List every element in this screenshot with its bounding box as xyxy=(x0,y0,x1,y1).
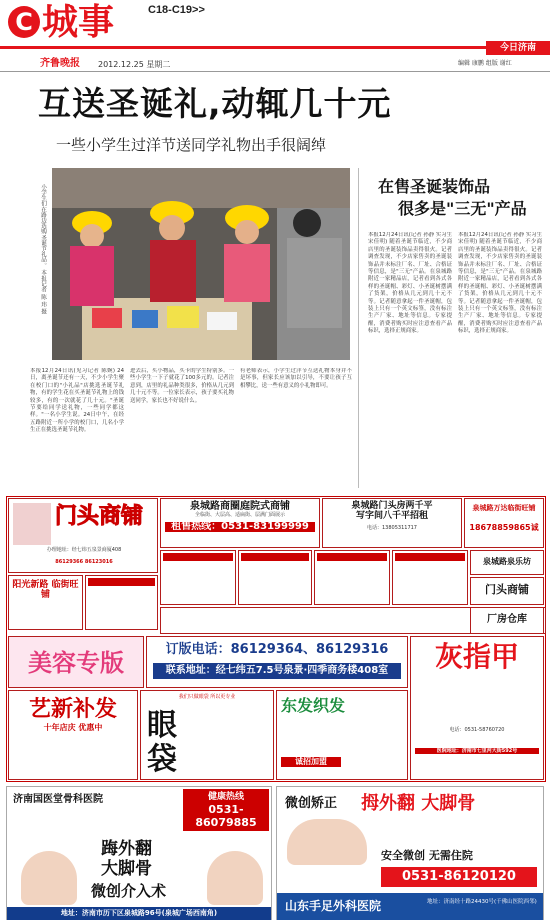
ad-title-bar xyxy=(395,553,465,561)
ad-right-title-1: 微创矫正 xyxy=(285,796,338,811)
ad-mentou-contact: 办理地址：经七纬五泉景商厦408 xyxy=(46,547,122,553)
section-logo: C xyxy=(8,6,40,38)
ad-changfang[interactable] xyxy=(470,607,544,634)
news-photo xyxy=(52,168,350,360)
photo-caption: 小学生们在路边选购圣诞节礼品。 本报记者 陈 玮 摄 xyxy=(40,184,46,315)
section-title: 城事 xyxy=(42,1,115,43)
article-column-2: 进去后，买小物品，买卡的学生特别多。一些小学生一下子就花了100多元的。记者注意到，店里的礼品种类很多，价格从几元到几十元不等。一位家长表示，孩子要买礼物送同学，家长也不好说什么。 xyxy=(130,368,234,404)
ad-mentou[interactable] xyxy=(8,498,158,573)
ad-mentou2-title: 泉城路门头房两千平 xyxy=(351,501,433,511)
ad-dongfa-title: 东发织发 xyxy=(281,696,346,715)
ad-right-footer xyxy=(277,893,543,920)
ad-right-top-title: 泉城路万达临街旺铺 xyxy=(472,504,536,512)
ad-guoyitang-name: 济南国医堂骨科医院 xyxy=(13,794,103,805)
ad-mentou2-phone: 电话：13805311717 xyxy=(367,525,417,531)
ad-right-hospital: 山东手足外科医院 xyxy=(285,899,382,913)
article-column-3: 有老师表示，小学生过洋节互送礼物本身并不是坏事，但家长应该加以引导，不要让孩子互相攀比，送一些有意义的小礼物即可。 xyxy=(240,368,352,389)
ad-gray-nail-phone: 电话：0531-58760720 xyxy=(449,727,505,733)
ad-mentou-right-title: 门头商铺 xyxy=(485,583,529,596)
ad-mentou-phones: 86129366 86123016 xyxy=(55,559,113,565)
ad-gray-nail[interactable] xyxy=(410,636,544,780)
ad-mentou-right[interactable] xyxy=(470,577,544,605)
page-range: C18-C19>> xyxy=(148,4,205,16)
ad-changfang-title: 厂房仓库 xyxy=(487,614,527,625)
ad-title-bar xyxy=(163,553,233,561)
ad-yixin-sub: 十年店庆 优惠中 xyxy=(43,723,103,732)
ad-yangguang-title: 阳光新路 临街旺铺 xyxy=(12,580,79,600)
ad-left-address: 地址：济南市历下区泉城路96号(泉城广场西南角) xyxy=(7,907,271,920)
ad-title-bar xyxy=(88,578,155,586)
ad-right-slogan: 安全微创 无需住院 xyxy=(381,849,473,862)
ad-order-phone: 订版电话：86129364、86129316 xyxy=(165,642,389,657)
ad-yandai-title: 眼袋 xyxy=(147,707,177,777)
ad-mentou2-sub: 写字间八千平招租 xyxy=(355,511,428,521)
header-rule xyxy=(0,46,486,49)
ad-beauty-banner[interactable] xyxy=(8,636,144,688)
ad-quanchengle-title: 泉城路泉乐坊 xyxy=(483,557,531,566)
photo-illustration xyxy=(52,168,350,360)
ad-health-phone: 0531-86079885 xyxy=(195,803,257,829)
ad-title-bar xyxy=(241,553,309,561)
ad-right-title-2: 拇外翻 大脚骨 xyxy=(361,793,476,814)
page-header xyxy=(0,0,550,70)
side-title-line-2: 很多是"三无"产品 xyxy=(398,199,527,218)
ad-right-addr: 地址：济南经十路24430号(千佛山医院西邻) xyxy=(427,899,537,905)
side-article-title xyxy=(378,176,546,220)
article-column-1: 本报12月24日讯(见习记者 陈婉) 24日，离圣诞节还有一天，不少小学生聚在校门口的"小礼品"店挑选圣诞节礼物，有的学生花在买圣诞节礼物上的钱较多，有的一次就花了几十元。"圣诞节要给同学送礼物，一些同学都这样。"一名小学生说。24日中午，在经五路附近一所小学的校门口，几名小学生正在挑选圣诞节礼物。 xyxy=(30,368,124,434)
foot-icon xyxy=(21,851,77,905)
ad-quancheng-phone: 租售热线：0531-83199999 xyxy=(165,522,315,532)
divider xyxy=(0,71,550,72)
ad-quanchengle[interactable] xyxy=(470,550,544,575)
article-headline: 互送圣诞礼,动辄几十元 xyxy=(38,84,392,123)
article-subhead: 一些小学生过洋节送同学礼物出手很阔绰 xyxy=(56,136,327,154)
shop-icon xyxy=(13,503,51,545)
ad-small-1[interactable] xyxy=(85,575,158,630)
column-divider xyxy=(358,168,359,488)
ad-title-bar xyxy=(317,553,387,561)
side-article-column-2: 本报12月24日讯(记者 孙静 实习生 宋佳明) 随着圣诞节临近，不少商店里的圣诞装饰品卖得很火。记者调查发现，不少店家售卖的圣诞装饰品并未标注厂名、厂址、合格证等信息，是"三无"产品。在泉城路附近一家精品店，记者看到各式各样的圣诞帽、彩灯、小圣诞树摆满了货架，价格从几元到几十元不等。记者随意拿起一件圣诞帽，包装上只有一个英文标签，没有标注生产厂家、地址等信息。专家提醒，消费者购买时应注意查看产品标识，选择正规商家。 xyxy=(458,232,542,335)
ad-yangguang[interactable] xyxy=(8,575,83,630)
ad-order-address: 联系地址：经七纬五7.5号泉景·四季商务楼408室 xyxy=(153,663,401,679)
ad-left-big-2: 大脚骨 xyxy=(101,859,152,879)
foot-icon xyxy=(287,819,367,865)
issue-date: 2012.12.25 星期二 xyxy=(98,60,171,69)
ad-small-4[interactable] xyxy=(314,550,390,605)
ad-health-box xyxy=(183,789,269,831)
ad-quancheng-title: 泉城路商圈庭院式商铺 xyxy=(190,501,290,512)
ad-right-top[interactable] xyxy=(464,498,544,548)
ad-gray-nail-addr: 医院地址：济南市七里河大街592号 xyxy=(415,748,539,755)
ad-left-big-3: 微创介入术 xyxy=(91,882,167,900)
ad-small-3[interactable] xyxy=(238,550,312,605)
ad-guoyitang[interactable] xyxy=(6,786,272,920)
edition-tag: 今日济南 xyxy=(486,41,550,55)
newspaper-name: 齐鲁晚报 xyxy=(40,58,80,69)
ad-order[interactable] xyxy=(146,636,408,688)
ad-yixin-title: 艺新补发 xyxy=(28,697,117,722)
ad-yandai[interactable] xyxy=(140,690,274,780)
ad-small-5[interactable] xyxy=(392,550,468,605)
ad-right-phone: 0531-86120120 xyxy=(381,867,537,887)
ad-small-2[interactable] xyxy=(160,550,236,605)
ad-yandai-slogan: 我们只做眼袋 所以更专业 xyxy=(178,694,236,700)
ad-dongfa[interactable] xyxy=(276,690,408,780)
ad-left-big-1: 踇外翻 xyxy=(101,839,152,859)
ad-dongfa-sub: 诚招加盟 xyxy=(281,757,341,767)
ad-beauty-title: 美容专版 xyxy=(28,649,124,677)
ad-mentou-title: 门头商铺 xyxy=(55,504,144,529)
ad-right-top-phone: 18678859865诚 xyxy=(469,523,539,532)
ad-mentou2[interactable] xyxy=(322,498,462,548)
ad-yixin[interactable] xyxy=(8,690,138,780)
side-title-line-1: 在售圣诞装饰品 xyxy=(378,177,491,196)
side-article-column-1: 本报12月24日讯(记者 孙静 实习生 宋佳明) 随着圣诞节临近，不少商店里的圣诞装饰品卖得很火。记者调查发现，不少店家售卖的圣诞装饰品并未标注厂名、厂址、合格证等信息，是"三无"产品。在泉城路附近一家精品店，记者看到各式各样的圣诞帽、彩灯、小圣诞树摆满了货架，价格从几元到几十元不等。记者随意拿起一件圣诞帽，包装上只有一个英文标签，没有标注生产厂家、地址等信息。专家提醒，消费者购买时应注意查看产品标识，选择正规商家。 xyxy=(368,232,452,335)
editor-credits: 编辑 康鹏 组版 谢红 xyxy=(458,60,512,67)
bottom-ads xyxy=(0,782,550,924)
ad-quancheng[interactable] xyxy=(160,498,320,548)
ad-health-title: 健康热线 xyxy=(207,792,244,802)
ad-shouzu[interactable] xyxy=(276,786,544,920)
foot-icon xyxy=(207,851,263,905)
ad-gray-nail-title: 灰指甲 xyxy=(434,640,519,673)
ad-quancheng-sub: 全临街、大层高、适扁街、层满门面展示 xyxy=(194,512,285,518)
